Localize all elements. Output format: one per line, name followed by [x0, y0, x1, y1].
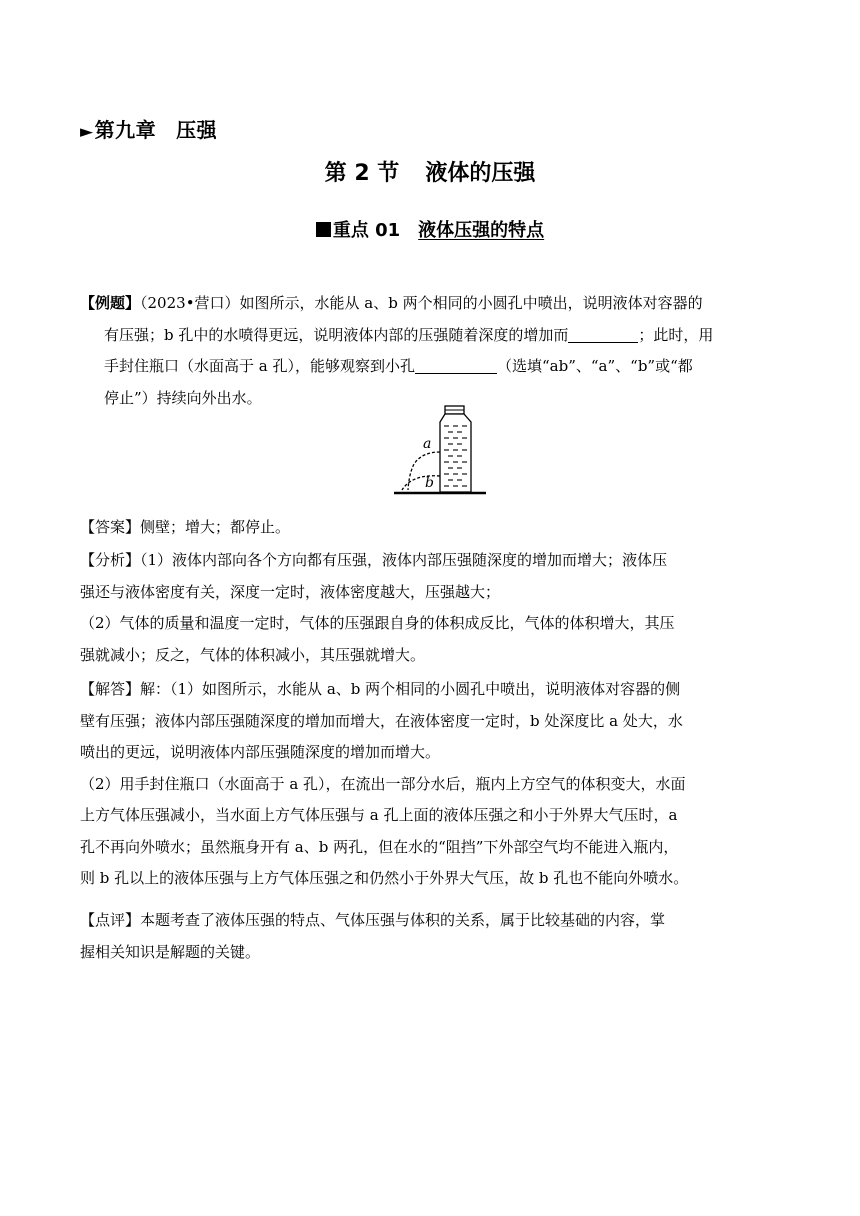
keypoint-label: 重点 01	[332, 220, 401, 241]
chapter-title: 压强	[176, 118, 218, 142]
chapter-heading	[80, 114, 217, 143]
solution-block: 【解答】解：（1）如图所示，水能从 a、b 两个相同的小圆孔中喷出，说明液体对容器的侧 壁有压强；液体内部压强随深度的增加而增大，在液体密度一定时，b 处深度比 a 处大，水 喷出的更远，说明液体内部压强随深度的增加而增大。 （2）用手封住瓶口（水面高于 a 孔），在流出一部分水后，瓶内上方空气的体积变大，水面 上方气体压强减小，当水面上方气体压强与 a 孔上面的液体压强之和小于外界大气压时，a 孔不再向外喷水；虽然瓶身开有 a、b 两孔，但在水的“阻挡”下外部空气均不能进入瓶内， 则 b 孔以上的液体压强与上方气体压强之和仍然小于外界大气压，故 b 孔也不能向外喷水。	[80, 680, 689, 887]
answer-blank-2[interactable]	[415, 355, 497, 374]
section-number: 第 2 节	[324, 161, 400, 186]
chapter-marker: ►	[80, 122, 94, 142]
example-block	[80, 288, 780, 414]
hole-a-label: a	[423, 436, 432, 452]
example-line-2: 有压强；b 孔中的水喷得更远，说明液体内部的压强随着深度的增加而 ；此时，用	[104, 325, 714, 344]
example-line-4: 停止”）持续向外出水。	[104, 388, 262, 407]
example-tag: 【例题】	[80, 294, 141, 312]
answer-blank-1[interactable]	[568, 324, 638, 343]
keypoint-square-icon	[316, 222, 331, 237]
section-title	[0, 156, 860, 187]
analysis-tag: 【分析】	[80, 551, 141, 569]
answer-text: 侧壁；增大；都停止。	[140, 518, 291, 536]
comment-tag: 【点评】	[80, 911, 141, 929]
answer-block	[80, 512, 780, 544]
chapter-label: 第九章	[94, 118, 157, 142]
answer-tag: 【答案】	[80, 518, 141, 536]
keypoint-topic: 液体压强的特点	[418, 220, 545, 241]
example-line-1: 【例题】（2023•营口）如图所示，水能从 a、b 两个相同的小圆孔中喷出，说明液体对容器的	[80, 294, 703, 312]
bottle-figure	[392, 404, 488, 498]
analysis-block: 【分析】（1）液体内部向各个方向都有压强，液体内部压强随深度的增加而增大；液体压 强还与液体密度有关，深度一定时，液体密度越大，压强越大； （2）气体的质量和温度一定时，气体的压强跟自身的体积成反比，气体的体积增大，其压 强就减小；反之，气体的体积减小，其压强就增大。	[80, 551, 675, 664]
section-name: 液体的压强	[425, 161, 536, 186]
example-line-3: 手封住瓶口（水面高于 a 孔），能够观察到小孔 （选填“ab”、“a”、“b”或“都	[104, 357, 693, 375]
hole-b-label: b	[425, 475, 434, 491]
comment-block: 【点评】本题考查了液体压强的特点、气体压强与体积的关系，属于比较基础的内容，掌 握相关知识是解题的关键。	[80, 911, 666, 961]
keypoint-heading	[0, 216, 860, 242]
solution-tag: 【解答】	[80, 680, 141, 698]
